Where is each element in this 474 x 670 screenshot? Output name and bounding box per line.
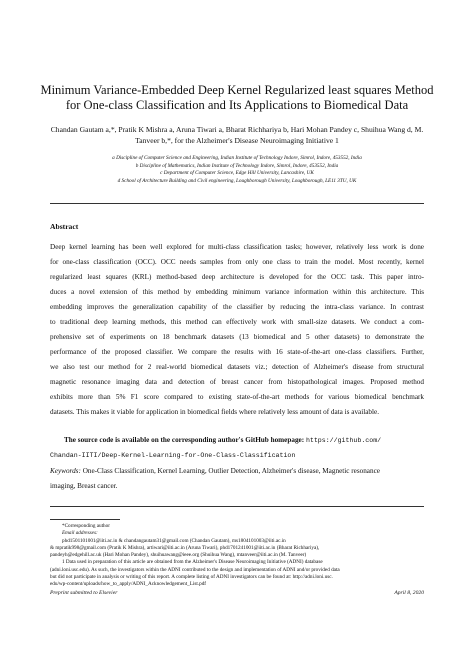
footer-date: April 8, 2020 — [394, 590, 424, 596]
abstract-line: to traditional deep learning methods, this method can effectively work with small-size datasets. We conduct a com- — [50, 318, 424, 326]
github-link-continued[interactable]: Chandan-IITI/Deep-Kernel-Learning-for-One-Class-Classification — [50, 452, 296, 459]
adni-note-line: (adni.loni.usc.edu). As such, the investigators within the ADNI contributed to the design and implementation of ADNI and/or provided data — [50, 566, 340, 573]
footnotes — [50, 523, 424, 589]
paper-title — [40, 83, 434, 113]
preprint-note: Preprint submitted to Elsevier — [50, 590, 118, 596]
author-line: Tanveer b,*, for the Alzheimer's Disease Neuroimaging Initiative 1 — [135, 136, 339, 145]
author-list — [44, 124, 430, 146]
title-line: Minimum Variance-Embedded Deep Kernel Regularized least squares Method — [40, 83, 434, 97]
footnote-rule — [50, 519, 120, 520]
adni-note-line: but did not participate in analysis or writing of this report. A complete listing of ADNI investigators can be found at: http://adni.loni.usc. — [50, 574, 333, 581]
abstract-line: we also test our method for 2 real-world biomedical datasets viz.; detection of Alzheimer's disease from structural — [50, 363, 424, 371]
keywords-text: One-Class Classification, Kernel Learning, Outlier Detection, Alzheimer's disease, Magnetic resonance — [82, 467, 380, 475]
abstract-line: exhibits more than 5% F1 score compared to existing state-of-the-art methods for various biomedical benchmark — [50, 393, 424, 401]
keywords-label: Keywords: — [50, 467, 81, 475]
abstract-heading: Abstract — [50, 222, 79, 231]
email-line: pandeyh@edgehill.ac.uk (Hari Mohan Pandey), shuihuawang@ieee.org (Shuihua Wang), mtanveer@iiti.ac.in (M. Tanveer) — [50, 552, 307, 559]
title-line: for One-class Classification and Its Applications to Biomedical Data — [65, 98, 409, 112]
github-link[interactable]: https://github.com/ — [305, 437, 382, 444]
abstract-line: embedding improves the generalization capability of the classifier by reducing the intra-class variance. In contrast — [50, 303, 424, 311]
abstract-line: datasets. This makes it viable for application in biomedical fields where relatively less amount of data is available. — [50, 408, 379, 416]
email-line: & mpratik998@gmail.com (Pratik K Mishra), artiwari@iiti.ac.in (Aruna Tiwari), phd1701241001@iiti.ac.in (Bharat Richhariya), — [50, 544, 320, 551]
corresponding-author-note: *Corresponding author — [62, 523, 110, 529]
abstract-line: regularized least squares (KRL) method-based deep architecture is developed for the OCC task. This paper intro- — [50, 273, 424, 281]
abstract-body — [50, 240, 424, 420]
adni-acknowledgement-link[interactable]: edu/wp-content/uploads/how_to_apply/ADNI_Acknowledgement_List.pdf — [50, 581, 207, 588]
affiliation: d School of Architecture Building and Civil engineering, Loughborough University, Loughborough, LE11 3TU, UK — [117, 177, 357, 184]
affiliations — [40, 155, 434, 185]
author-line: Chandan Gautam a,*, Pratik K Mishra a, Aruna Tiwari a, Bharat Richhariya b, Hari Mohan Pandey c, Shuihua Wang d, M. — [50, 125, 424, 134]
abstract-line: prehensive set of experiments on 18 benchmark datasets (13 biomedical and 5 other datasets) to demonstrate the — [50, 333, 424, 341]
abstract-line: duces a novel extension of this method by embedding minimum variance information within this architecture. This — [50, 288, 424, 296]
email-label: Email addresses: — [62, 530, 98, 537]
affiliation: a Discipline of Computer Science and Engineering, Indian Institute of Technology Indore, Simrol, Indore, 453552, India — [112, 155, 362, 161]
bottom-divider — [50, 506, 424, 507]
abstract-line: magnetic resonance imaging data and detection of breast cancer from histopathological images. Proposed method — [50, 378, 424, 386]
affiliation: b Discipline of Mathematics, Indian Institute of Technology Indore, Simrol, Indore, 453552, India — [135, 162, 339, 169]
source-code-note — [50, 433, 424, 463]
abstract-line: for one-class classification (OCC). OCC needs samples from only one class to train the model. Most recently, kernel — [50, 258, 424, 266]
keywords — [50, 464, 424, 494]
source-code-lead: The source code is available on the corresponding author's GitHub homepage: — [64, 436, 305, 444]
top-divider — [50, 203, 424, 204]
keywords-text: imaging, Breast cancer. — [50, 482, 118, 490]
email-line: phd1501101001@iiti.ac.in & chandangautam31@gmail.com (Chandan Gautam), ms1804101003@iiti.ac.in — [62, 537, 286, 544]
abstract-line: Deep kernel learning has been well explored for multi-class classification tasks; however, relatively less work is done — [50, 243, 424, 251]
abstract-line: performance of the proposed classifier. We compare the results with 16 state-of-the-art one-class classifiers. Further, — [50, 348, 424, 356]
affiliation: c Department of Computer Science, Edge Hill University, Lancashire, UK — [160, 170, 314, 177]
adni-note-line: 1 Data used in preparation of this article are obtained from the Alzheimer's Disease Neuroimaging Initiative (ADNI) database — [62, 559, 323, 566]
